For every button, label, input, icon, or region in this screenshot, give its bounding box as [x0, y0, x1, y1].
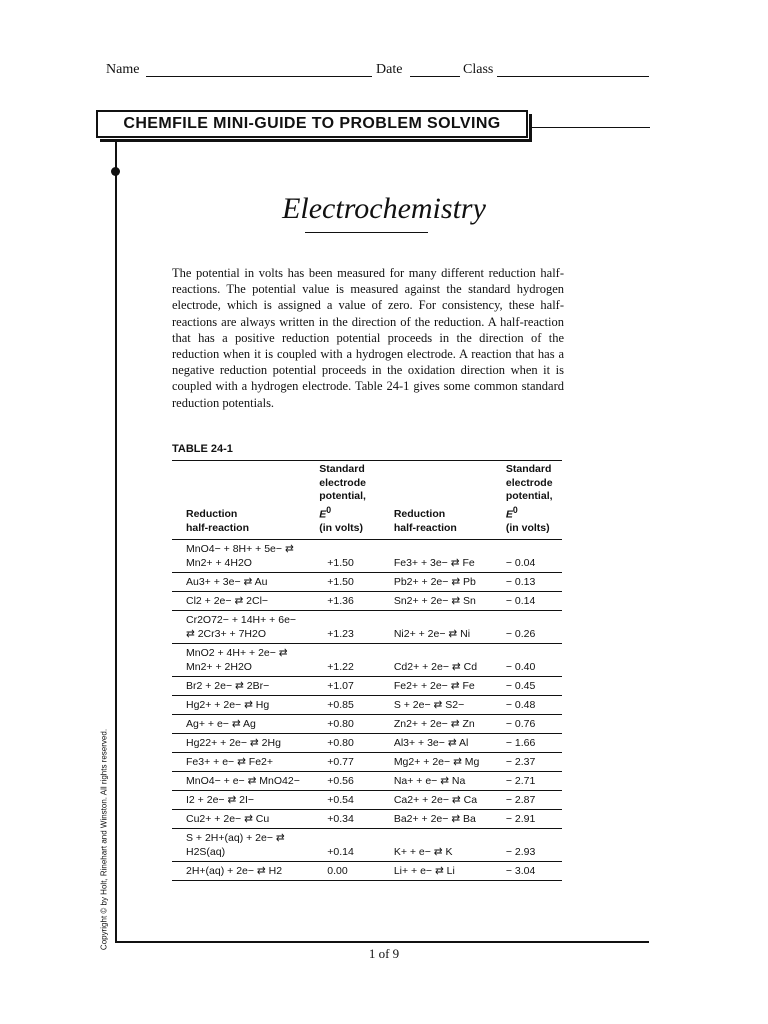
left-reaction-cell: Hg2+ + 2e− ⇄ Hg	[172, 696, 305, 715]
table-row	[172, 540, 562, 573]
table-row	[172, 810, 562, 829]
right-reaction-cell: Zn2+ + 2e− ⇄ Zn	[380, 715, 494, 734]
left-potential-cell: +0.34	[305, 810, 380, 829]
table-row	[172, 677, 562, 696]
left-potential-cell: +1.50	[305, 540, 380, 573]
banner: CHEMFILE MINI-GUIDE TO PROBLEM SOLVING	[96, 110, 528, 138]
left-reaction-cell: MnO2 + 4H+ + 2e− ⇄ Mn2+ + 2H2O	[172, 644, 305, 677]
left-reaction-cell: I2 + 2e− ⇄ 2I−	[172, 791, 305, 810]
header-reaction-a: Reduction half-reaction	[172, 461, 305, 540]
left-potential-cell: +0.54	[305, 791, 380, 810]
footer-rule	[115, 941, 649, 943]
right-potential-cell: − 0.45	[494, 677, 562, 696]
table-row	[172, 715, 562, 734]
margin-dot	[111, 167, 120, 176]
left-reaction-cell: Br2 + 2e− ⇄ 2Br−	[172, 677, 305, 696]
left-potential-cell: +0.80	[305, 734, 380, 753]
right-reaction-cell: Na+ + e− ⇄ Na	[380, 772, 494, 791]
left-reaction-cell: Cl2 + 2e− ⇄ 2Cl−	[172, 592, 305, 611]
right-potential-cell: − 2.91	[494, 810, 562, 829]
left-reaction-cell: Fe3+ + e− ⇄ Fe2+	[172, 753, 305, 772]
right-potential-cell: − 0.40	[494, 644, 562, 677]
page-number: 1 of 9	[368, 946, 400, 961]
right-reaction-cell: Fe3+ + 3e− ⇄ Fe	[380, 540, 494, 573]
left-reaction-cell: Au3+ + 3e− ⇄ Au	[172, 573, 305, 592]
class-label: Class	[463, 62, 494, 77]
table-row	[172, 644, 562, 677]
right-potential-cell: − 3.04	[494, 862, 562, 881]
table-row	[172, 753, 562, 772]
name-underline[interactable]	[146, 76, 372, 77]
margin-rule	[115, 142, 117, 942]
right-potential-cell: − 2.93	[494, 829, 562, 862]
right-reaction-cell: Al3+ + 3e− ⇄ Al	[380, 734, 494, 753]
right-potential-cell: − 0.26	[494, 611, 562, 644]
class-underline[interactable]	[497, 76, 649, 77]
date-underline[interactable]	[410, 76, 460, 77]
table-body	[172, 540, 562, 881]
right-reaction-cell: Sn2+ + 2e− ⇄ Sn	[380, 592, 494, 611]
right-reaction-cell: Li+ + e− ⇄ Li	[380, 862, 494, 881]
left-potential-cell: +1.23	[305, 611, 380, 644]
left-potential-cell: 0.00	[305, 862, 380, 881]
right-reaction-cell: K+ + e− ⇄ K	[380, 829, 494, 862]
left-reaction-cell: MnO4− + e− ⇄ MnO42−	[172, 772, 305, 791]
right-potential-cell: − 0.04	[494, 540, 562, 573]
right-reaction-cell: Pb2+ + 2e− ⇄ Pb	[380, 573, 494, 592]
right-potential-cell: − 0.76	[494, 715, 562, 734]
page-title: Electrochemistry	[282, 192, 486, 225]
right-reaction-cell: Ca2+ + 2e− ⇄ Ca	[380, 791, 494, 810]
left-potential-cell: +0.80	[305, 715, 380, 734]
right-reaction-cell: Mg2+ + 2e− ⇄ Mg	[380, 753, 494, 772]
date-label: Date	[376, 62, 403, 77]
left-potential-cell: +0.14	[305, 829, 380, 862]
right-potential-cell: − 2.87	[494, 791, 562, 810]
table-row	[172, 611, 562, 644]
table-row	[172, 862, 562, 881]
left-potential-cell: +1.22	[305, 644, 380, 677]
left-reaction-cell: Hg22+ + 2e− ⇄ 2Hg	[172, 734, 305, 753]
right-potential-cell: − 2.71	[494, 772, 562, 791]
table-row	[172, 829, 562, 862]
table-row	[172, 791, 562, 810]
table-label: TABLE 24-1	[172, 443, 233, 455]
table-row	[172, 573, 562, 592]
left-reaction-cell: S + 2H+(aq) + 2e− ⇄ H2S(aq)	[172, 829, 305, 862]
left-potential-cell: +1.36	[305, 592, 380, 611]
right-potential-cell: − 0.48	[494, 696, 562, 715]
right-potential-cell: − 2.37	[494, 753, 562, 772]
table-row	[172, 696, 562, 715]
reduction-potential-table	[172, 460, 562, 881]
right-potential-cell: − 0.13	[494, 573, 562, 592]
right-reaction-cell: Cd2+ + 2e− ⇄ Cd	[380, 644, 494, 677]
left-potential-cell: +1.07	[305, 677, 380, 696]
table-row	[172, 772, 562, 791]
title-underline	[305, 232, 428, 233]
left-potential-cell: +0.56	[305, 772, 380, 791]
right-reaction-cell: Ba2+ + 2e− ⇄ Ba	[380, 810, 494, 829]
table-row	[172, 592, 562, 611]
header-potential-a: Standard electrode potential, $E^0$ (in volts)	[305, 461, 380, 540]
left-reaction-cell: Cr2O72− + 14H+ + 6e− ⇄ 2Cr3+ + 7H2O	[172, 611, 305, 644]
right-potential-cell: − 0.14	[494, 592, 562, 611]
intro-paragraph: The potential in volts has been measured for many different reduction half-reactions. The potential value is measured against the standard hydrogen electrode, which is assigned a value of zero. For consistency, these half-reactions are always written in the direction of the reduction. A half-reaction that has a positive reduction potential proceeds in the direction of the reduction when it is coupled with a hydrogen electrode. A reaction that has a negative reduction potential proceeds in the oxidation direction when it is coupled with a hydrogen electrode. Table 24-1 gives some common standard reduction potentials.	[172, 266, 564, 410]
table-row	[172, 734, 562, 753]
right-reaction-cell: S + 2e− ⇄ S2−	[380, 696, 494, 715]
header-reaction-b: Reduction half-reaction	[380, 461, 494, 540]
left-reaction-cell: Ag+ + e− ⇄ Ag	[172, 715, 305, 734]
right-reaction-cell: Fe2+ + 2e− ⇄ Fe	[380, 677, 494, 696]
left-potential-cell: +1.50	[305, 573, 380, 592]
name-label: Name	[106, 62, 140, 77]
left-potential-cell: +0.77	[305, 753, 380, 772]
left-reaction-cell: MnO4− + 8H+ + 5e− ⇄ Mn2+ + 4H2O	[172, 540, 305, 573]
left-reaction-cell: 2H+(aq) + 2e− ⇄ H2	[172, 862, 305, 881]
right-reaction-cell: Ni2+ + 2e− ⇄ Ni	[380, 611, 494, 644]
header-potential-b: Standard electrode potential, $E^0$ (in volts)	[494, 461, 562, 540]
left-potential-cell: +0.85	[305, 696, 380, 715]
left-reaction-cell: Cu2+ + 2e− ⇄ Cu	[172, 810, 305, 829]
right-potential-cell: − 1.66	[494, 734, 562, 753]
banner-rule	[532, 127, 650, 128]
copyright-notice: Copyright © by Holt, Rinehart and Winston. All rights reserved.	[99, 728, 109, 951]
